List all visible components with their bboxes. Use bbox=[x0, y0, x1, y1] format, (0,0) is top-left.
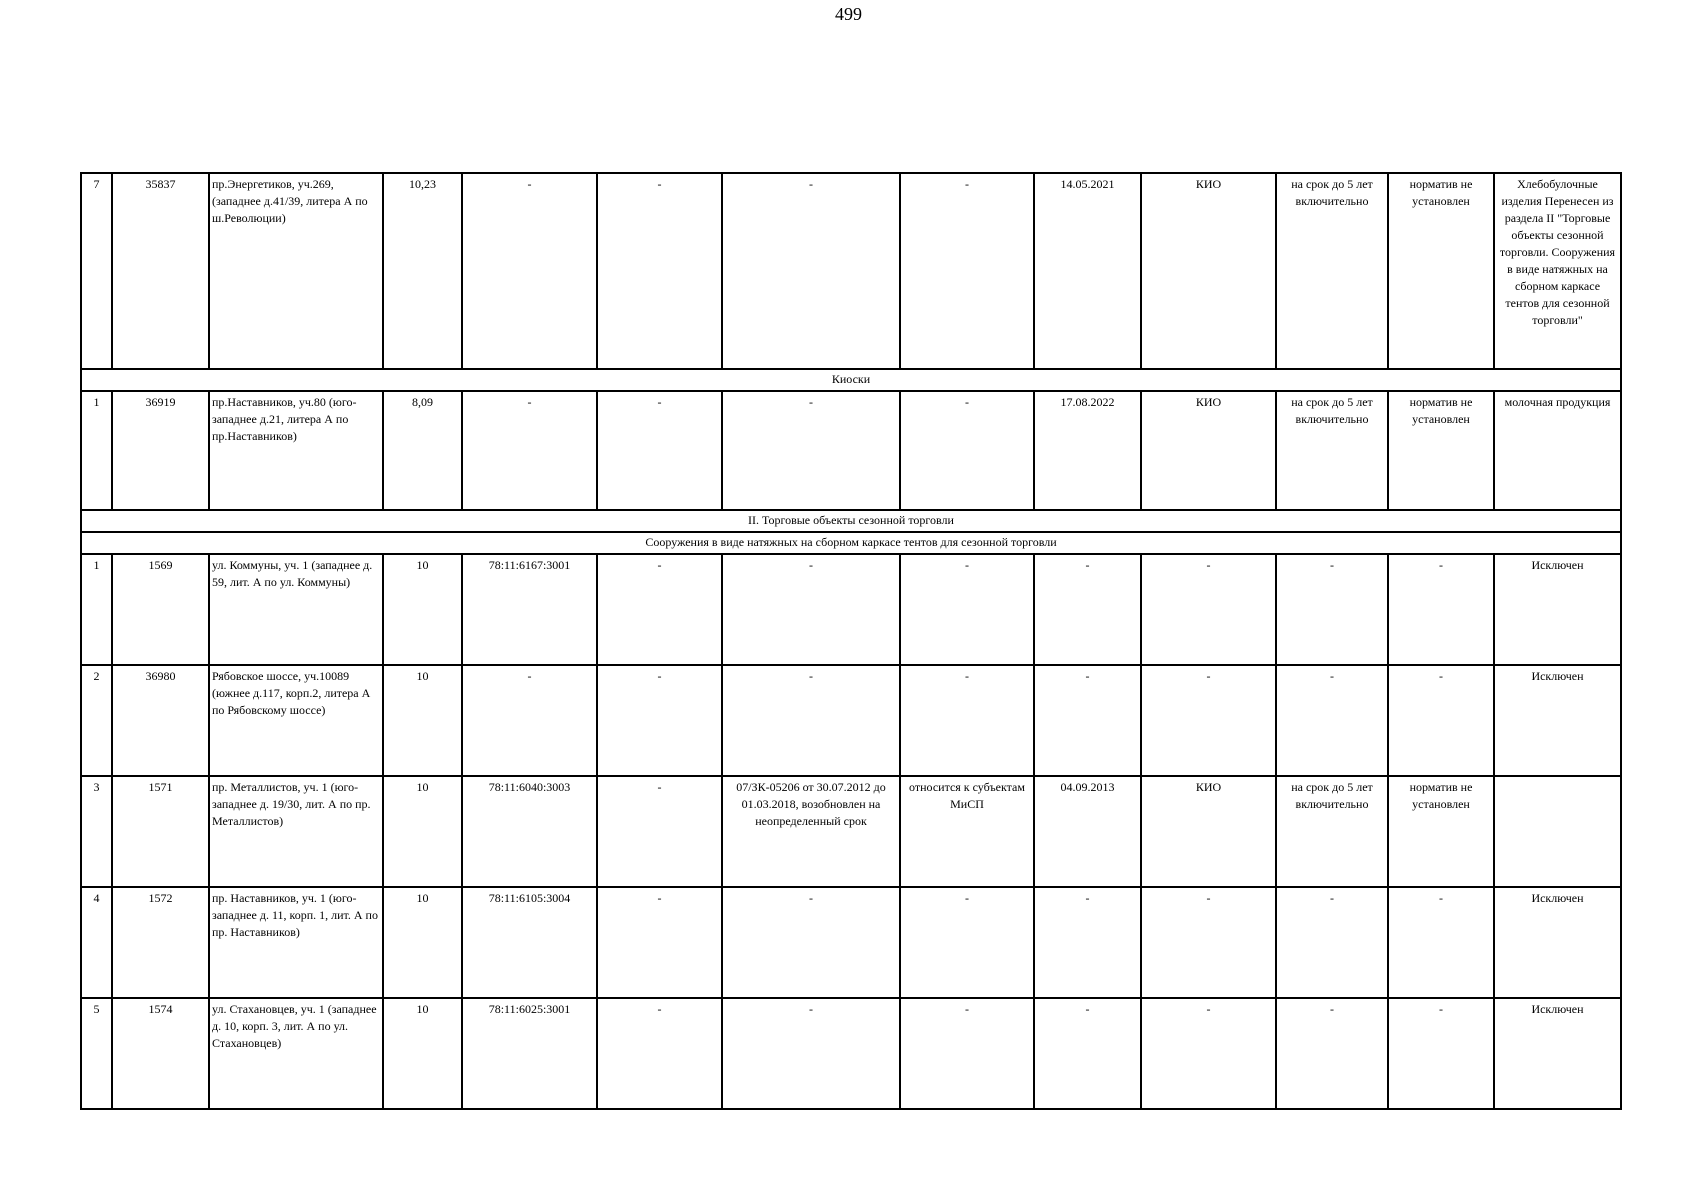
cell-organization: КИО bbox=[1141, 776, 1276, 887]
table-row bbox=[81, 776, 1621, 887]
cell-object-id: 36919 bbox=[112, 391, 209, 510]
page-number: 499 bbox=[835, 4, 862, 24]
cell-norm: норматив не установлен bbox=[1388, 776, 1494, 887]
cell-area: 10 bbox=[383, 776, 462, 887]
cell-object-id: 1572 bbox=[112, 887, 209, 998]
cell-cadastral: - bbox=[462, 665, 597, 776]
cell-norm: норматив не установлен bbox=[1388, 391, 1494, 510]
cell-date: - bbox=[1034, 554, 1141, 665]
cell-area: 10 bbox=[383, 998, 462, 1109]
cell-organization: - bbox=[1141, 554, 1276, 665]
cell-number: 4 bbox=[81, 887, 112, 998]
cell-number: 1 bbox=[81, 391, 112, 510]
cell-date: 14.05.2021 bbox=[1034, 173, 1141, 369]
table-row bbox=[81, 998, 1621, 1109]
cell-number: 2 bbox=[81, 665, 112, 776]
cell-object-id: 35837 bbox=[112, 173, 209, 369]
cell-note: молочная продукция bbox=[1494, 391, 1621, 510]
cell-organization: КИО bbox=[1141, 173, 1276, 369]
cell-smsp: - bbox=[900, 391, 1034, 510]
cell-cadastral: 78:11:6025:3001 bbox=[462, 998, 597, 1109]
cell-organization: - bbox=[1141, 887, 1276, 998]
cell-column-5: - bbox=[597, 887, 722, 998]
cell-note: Исключен bbox=[1494, 554, 1621, 665]
cell-note: Исключен bbox=[1494, 665, 1621, 776]
cell-note: Хлебобулочные изделия Перенесен из раздела II "Торговые объекты сезонной торговли. Сооружения в виде натяжных на сборном каркасе тентов для сезонной торговли" bbox=[1494, 173, 1621, 369]
cell-date: - bbox=[1034, 998, 1141, 1109]
table-row bbox=[81, 554, 1621, 665]
cell-norm: норматив не установлен bbox=[1388, 173, 1494, 369]
cell-number: 7 bbox=[81, 173, 112, 369]
section-row bbox=[81, 510, 1621, 532]
cell-object-id: 1571 bbox=[112, 776, 209, 887]
cell-address: ул. Стахановцев, уч. 1 (западнее д. 10, корп. 3, лит. А по ул. Стахановцев) bbox=[209, 998, 383, 1109]
cell-smsp: - bbox=[900, 173, 1034, 369]
cell-term: - bbox=[1276, 554, 1388, 665]
cell-number: 1 bbox=[81, 554, 112, 665]
cell-object-id: 36980 bbox=[112, 665, 209, 776]
cell-term: - bbox=[1276, 887, 1388, 998]
cell-organization: - bbox=[1141, 998, 1276, 1109]
cell-area: 10 bbox=[383, 887, 462, 998]
table-row bbox=[81, 391, 1621, 510]
cell-address: пр. Наставников, уч. 1 (юго-западнее д. 11, корп. 1, лит. А по пр. Наставников) bbox=[209, 887, 383, 998]
cell-cadastral: 78:11:6167:3001 bbox=[462, 554, 597, 665]
cell-term: - bbox=[1276, 665, 1388, 776]
section-subtitle: Сооружения в виде натяжных на сборном каркасе тентов для сезонной торговли bbox=[81, 532, 1621, 554]
cell-contract: - bbox=[722, 665, 900, 776]
section-row bbox=[81, 532, 1621, 554]
cell-number: 5 bbox=[81, 998, 112, 1109]
cell-cadastral: 78:11:6105:3004 bbox=[462, 887, 597, 998]
cell-column-5: - bbox=[597, 391, 722, 510]
cell-number: 3 bbox=[81, 776, 112, 887]
cell-area: 10,23 bbox=[383, 173, 462, 369]
cell-object-id: 1569 bbox=[112, 554, 209, 665]
cell-cadastral: - bbox=[462, 391, 597, 510]
section-title: II. Торговые объекты сезонной торговли bbox=[81, 510, 1621, 532]
trade-objects-table bbox=[80, 172, 1622, 1110]
cell-cadastral: 78:11:6040:3003 bbox=[462, 776, 597, 887]
cell-contract: 07/ЗК-05206 от 30.07.2012 до 01.03.2018, возобновлен на неопределенный срок bbox=[722, 776, 900, 887]
cell-contract: - bbox=[722, 391, 900, 510]
cell-date: 17.08.2022 bbox=[1034, 391, 1141, 510]
cell-date: - bbox=[1034, 665, 1141, 776]
cell-norm: - bbox=[1388, 887, 1494, 998]
section-title: Киоски bbox=[81, 369, 1621, 391]
cell-term: - bbox=[1276, 998, 1388, 1109]
section-row bbox=[81, 369, 1621, 391]
table-row bbox=[81, 173, 1621, 369]
cell-contract: - bbox=[722, 887, 900, 998]
cell-column-5: - bbox=[597, 554, 722, 665]
cell-address: пр.Наставников, уч.80 (юго-западнее д.21, литера А по пр.Наставников) bbox=[209, 391, 383, 510]
cell-contract: - bbox=[722, 554, 900, 665]
cell-contract: - bbox=[722, 998, 900, 1109]
cell-area: 10 bbox=[383, 665, 462, 776]
cell-term: на срок до 5 лет включительно bbox=[1276, 173, 1388, 369]
cell-smsp: - bbox=[900, 998, 1034, 1109]
cell-smsp: относится к субъектам МиСП bbox=[900, 776, 1034, 887]
cell-note bbox=[1494, 776, 1621, 887]
cell-column-5: - bbox=[597, 665, 722, 776]
cell-column-5: - bbox=[597, 173, 722, 369]
cell-cadastral: - bbox=[462, 173, 597, 369]
cell-note: Исключен bbox=[1494, 998, 1621, 1109]
cell-area: 10 bbox=[383, 554, 462, 665]
cell-organization: КИО bbox=[1141, 391, 1276, 510]
cell-date: 04.09.2013 bbox=[1034, 776, 1141, 887]
cell-note: Исключен bbox=[1494, 887, 1621, 998]
cell-address: пр.Энергетиков, уч.269, (западнее д.41/39, литера А по ш.Революции) bbox=[209, 173, 383, 369]
cell-address: Рябовское шоссе, уч.10089 (южнее д.117, корп.2, литера А по Рябовскому шоссе) bbox=[209, 665, 383, 776]
cell-contract: - bbox=[722, 173, 900, 369]
cell-address: ул. Коммуны, уч. 1 (западнее д. 59, лит. А по ул. Коммуны) bbox=[209, 554, 383, 665]
cell-smsp: - bbox=[900, 665, 1034, 776]
table-row bbox=[81, 887, 1621, 998]
cell-column-5: - bbox=[597, 998, 722, 1109]
table-row bbox=[81, 665, 1621, 776]
cell-smsp: - bbox=[900, 554, 1034, 665]
cell-norm: - bbox=[1388, 554, 1494, 665]
cell-smsp: - bbox=[900, 887, 1034, 998]
cell-term: на срок до 5 лет включительно bbox=[1276, 391, 1388, 510]
cell-area: 8,09 bbox=[383, 391, 462, 510]
cell-organization: - bbox=[1141, 665, 1276, 776]
cell-norm: - bbox=[1388, 665, 1494, 776]
cell-date: - bbox=[1034, 887, 1141, 998]
cell-object-id: 1574 bbox=[112, 998, 209, 1109]
cell-term: на срок до 5 лет включительно bbox=[1276, 776, 1388, 887]
cell-address: пр. Металлистов, уч. 1 (юго-западнее д. 19/30, лит. А по пр. Металлистов) bbox=[209, 776, 383, 887]
cell-column-5: - bbox=[597, 776, 722, 887]
cell-norm: - bbox=[1388, 998, 1494, 1109]
